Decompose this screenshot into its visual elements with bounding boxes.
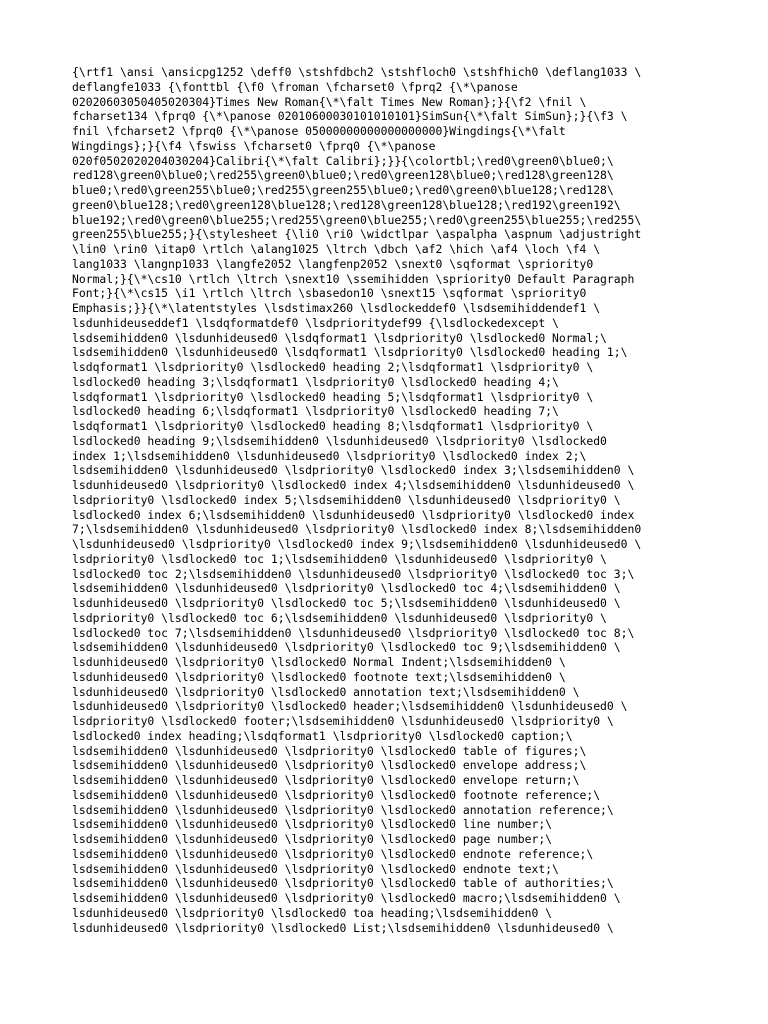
- text-line: lsdsemihidden0 \lsdunhideused0 \lsdpriority0 \lsdlocked0 endnote reference;\: [72, 846, 594, 861]
- text-line: lsdpriority0 \lsdlocked0 toc 1;\lsdsemihidden0 \lsdunhideused0 \lsdpriority0 \: [72, 551, 607, 566]
- text-line: lsdqformat1 \lsdpriority0 \lsdlocked0 heading 2;\lsdqformat1 \lsdpriority0 \: [72, 360, 594, 374]
- text-line: lsdqformat1 \lsdpriority0 \lsdlocked0 heading 8;\lsdqformat1 \lsdpriority0 \: [72, 419, 594, 433]
- text-line: lsdlocked0 index heading;\lsdqformat1 \lsdpriority0 \lsdlocked0 caption;\: [72, 728, 573, 743]
- text-line: 020f0502020204030204}Calibri{\*\falt Calibri};}}{\colortbl;\red0\green0\blue0;\: [72, 153, 614, 168]
- text-line: lsdunhideused0 \lsdpriority0 \lsdlocked0 header;\lsdsemihidden0 \lsdunhideused0 \: [72, 699, 628, 714]
- text-line: lsdlocked0 toc 2;\lsdsemihidden0 \lsdunhideused0 \lsdpriority0 \lsdlocked0 toc 3;\: [72, 566, 635, 581]
- text-line: blue192;\red0\green0\blue255;\red255\green0\blue255;\red0\green255\blue255;\red255\: [72, 212, 642, 227]
- text-line: lsdunhideused0 \lsdpriority0 \lsdlocked0 footnote text;\lsdsemihidden0 \: [72, 669, 566, 684]
- text-line: {\rtf1 \ansi \ansicpg1252 \deff0 \stshfdbch2 \stshfloch0 \stshfhich0 \deflang1033 \: [72, 65, 642, 79]
- text-line: Emphasis;}}{\*\latentstyles \lsdstimax260 \lsdlockeddef0 \lsdsemihiddendef1 \: [72, 301, 601, 315]
- text-line: lsdsemihidden0 \lsdunhideused0 \lsdqformat1 \lsdpriority0 \lsdlocked0 Normal;\: [72, 330, 607, 345]
- text-line: Font;}{\*\cs15 \i1 \rtlch \ltrch \sbasedon10 \snext15 \sqformat \spriority0: [72, 286, 587, 301]
- text-line: lsdlocked0 toc 7;\lsdsemihidden0 \lsdunhideused0 \lsdpriority0 \lsdlocked0 toc 8;\: [72, 625, 635, 640]
- text-line: lsdlocked0 index 6;\lsdsemihidden0 \lsdunhideused0 \lsdpriority0 \lsdlocked0 index: [72, 507, 635, 522]
- text-line: lsdsemihidden0 \lsdunhideused0 \lsdpriority0 \lsdlocked0 toc 9;\lsdsemihidden0 \: [72, 640, 621, 655]
- rtf-source-text: [72, 65, 712, 935]
- text-line: Normal;}{\*\cs10 \rtlch \ltrch \snext10 \ssemihidden \spriority0 Default Paragraph: [72, 271, 635, 286]
- text-line: \lin0 \rin0 \itap0 \rtlch \alang1025 \ltrch \dbch \af2 \hich \af4 \loch \f4 \: [72, 242, 601, 256]
- text-line: lsdsemihidden0 \lsdunhideused0 \lsdpriority0 \lsdlocked0 toc 4;\lsdsemihidden0 \: [72, 581, 621, 596]
- text-line: lsdqformat1 \lsdpriority0 \lsdlocked0 heading 5;\lsdqformat1 \lsdpriority0 \: [72, 389, 594, 404]
- text-line: lsdsemihidden0 \lsdunhideused0 \lsdpriority0 \lsdlocked0 index 3;\lsdsemihidden0 \: [72, 463, 635, 478]
- text-line: lsdunhideused0 \lsdpriority0 \lsdlocked0 annotation text;\lsdsemihidden0 \: [72, 684, 580, 699]
- text-line: 02020603050405020304}Times New Roman{\*\falt Times New Roman};}{\f2 \fnil \: [72, 94, 587, 109]
- text-line: lsdunhideused0 \lsdpriority0 \lsdlocked0 index 4;\lsdsemihidden0 \lsdunhideused0 \: [72, 478, 635, 492]
- text-line: lsdpriority0 \lsdlocked0 footer;\lsdsemihidden0 \lsdunhideused0 \lsdpriority0 \: [72, 714, 614, 728]
- text-line: deflangfe1033 {\fonttbl {\f0 \froman \fcharset0 \fprq2 {\*\panose: [72, 79, 518, 94]
- text-line: lsdunhideused0 \lsdpriority0 \lsdlocked0 Normal Indent;\lsdsemihidden0 \: [72, 655, 566, 669]
- text-line: lsdunhideused0 \lsdpriority0 \lsdlocked0 toc 5;\lsdsemihidden0 \lsdunhideused0 \: [72, 596, 621, 610]
- text-line: lsdsemihidden0 \lsdunhideused0 \lsdpriority0 \lsdlocked0 footnote reference;\: [72, 787, 601, 802]
- text-line: lsdsemihidden0 \lsdunhideused0 \lsdpriority0 \lsdlocked0 annotation reference;\: [72, 802, 614, 817]
- text-line: lsdunhideused0 \lsdpriority0 \lsdlocked0 List;\lsdsemihidden0 \lsdunhideused0 \: [72, 920, 614, 935]
- text-line: lsdsemihidden0 \lsdunhideused0 \lsdpriority0 \lsdlocked0 line number;\: [72, 817, 553, 832]
- text-line: \lsdunhideused0 \lsdpriority0 \lsdlocked0 index 9;\lsdsemihidden0 \lsdunhideused0 \: [72, 537, 642, 551]
- text-line: blue0;\red0\green255\blue0;\red255\green255\blue0;\red0\green0\blue128;\red128\: [72, 183, 614, 197]
- text-line: index 1;\lsdsemihidden0 \lsdunhideused0 \lsdpriority0 \lsdlocked0 index 2;\: [72, 448, 587, 463]
- text-line: lsdlocked0 heading 6;\lsdqformat1 \lsdpriority0 \lsdlocked0 heading 7;\: [72, 404, 559, 419]
- text-line: fnil \fcharset2 \fprq0 {\*\panose 05000000000000000000}Wingdings{\*\falt: [72, 124, 566, 138]
- text-line: lsdsemihidden0 \lsdunhideused0 \lsdpriority0 \lsdlocked0 endnote text;\: [72, 861, 559, 876]
- text-line: lsdunhideuseddef1 \lsdqformatdef0 \lsdprioritydef99 {\lsdlockedexcept \: [72, 315, 559, 330]
- text-line: red128\green0\blue0;\red255\green0\blue0;\red0\green128\blue0;\red128\green128\: [72, 168, 614, 183]
- text-line: lsdlocked0 heading 9;\lsdsemihidden0 \lsdunhideused0 \lsdpriority0 \lsdlocked0: [72, 433, 607, 448]
- text-line: lsdsemihidden0 \lsdunhideused0 \lsdqformat1 \lsdpriority0 \lsdlocked0 heading 1;\: [72, 345, 628, 360]
- text-line: lsdpriority0 \lsdlocked0 toc 6;\lsdsemihidden0 \lsdunhideused0 \lsdpriority0 \: [72, 610, 607, 625]
- text-line: lsdsemihidden0 \lsdunhideused0 \lsdpriority0 \lsdlocked0 envelope return;\: [72, 773, 580, 787]
- text-line: green255\blue255;}{\stylesheet {\li0 \ri0 \widctlpar \aspalpha \aspnum \adjustright: [72, 227, 642, 242]
- text-line: 7;\lsdsemihidden0 \lsdunhideused0 \lsdpriority0 \lsdlocked0 index 8;\lsdsemihidden0: [72, 522, 642, 537]
- text-line: lsdsemihidden0 \lsdunhideused0 \lsdpriority0 \lsdlocked0 page number;\: [72, 832, 553, 846]
- text-line: lsdpriority0 \lsdlocked0 index 5;\lsdsemihidden0 \lsdunhideused0 \lsdpriority0 \: [72, 492, 621, 507]
- text-line: lang1033 \langnp1033 \langfe2052 \langfenp2052 \snext0 \sqformat \spriority0: [72, 256, 594, 271]
- text-line: lsdlocked0 heading 3;\lsdqformat1 \lsdpriority0 \lsdlocked0 heading 4;\: [72, 374, 559, 389]
- text-line: fcharset134 \fprq0 {\*\panose 02010600030101010101}SimSun{\*\falt SimSun};}{\f3 \: [72, 109, 628, 124]
- text-line: lsdsemihidden0 \lsdunhideused0 \lsdpriority0 \lsdlocked0 table of figures;\: [72, 743, 587, 758]
- text-line: green0\blue128;\red0\green128\blue128;\red128\green128\blue128;\red192\green192\: [72, 197, 621, 212]
- text-line: lsdsemihidden0 \lsdunhideused0 \lsdpriority0 \lsdlocked0 macro;\lsdsemihidden0 \: [72, 891, 621, 905]
- text-line: Wingdings};}{\f4 \fswiss \fcharset0 \fprq0 {\*\panose: [72, 138, 436, 153]
- text-line: lsdsemihidden0 \lsdunhideused0 \lsdpriority0 \lsdlocked0 envelope address;\: [72, 758, 587, 773]
- text-line: lsdsemihidden0 \lsdunhideused0 \lsdpriority0 \lsdlocked0 table of authorities;\: [72, 876, 614, 891]
- text-line: lsdunhideused0 \lsdpriority0 \lsdlocked0 toa heading;\lsdsemihidden0 \: [72, 905, 553, 920]
